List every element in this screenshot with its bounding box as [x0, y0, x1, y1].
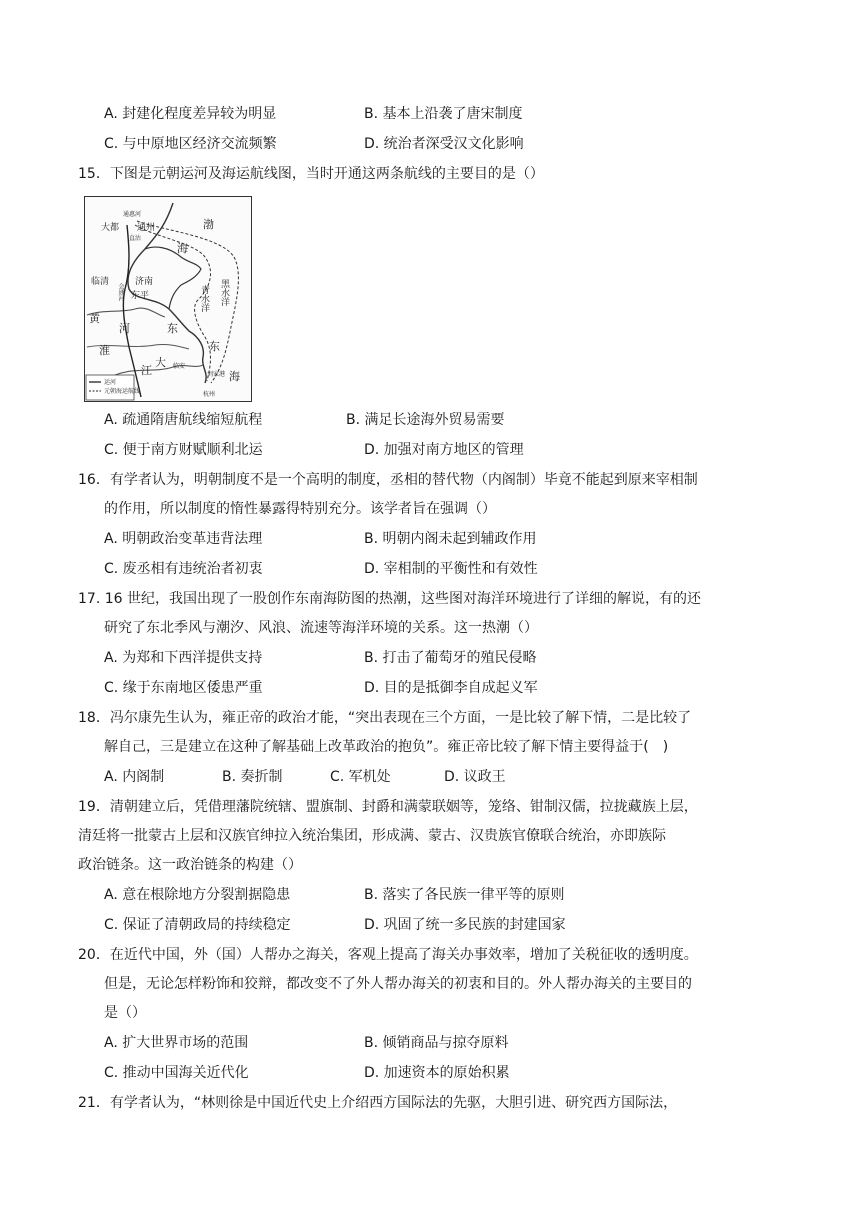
q16-option-b: B. 明朝内阁未起到辅政作用 [364, 531, 537, 547]
legend-canal: 运河 [104, 379, 117, 386]
legend-sea-route: 元朝海运航线 [104, 388, 141, 395]
label-lin-an: 临安 [173, 363, 186, 370]
q21-stem-line-1: 21．有学者认为，“林则徐是中国近代史上介绍西方国际法的先驱，大胆引进、研究西方国际法， [78, 1095, 678, 1111]
q14-option-a: A. 封建化程度差异较为明显 [104, 106, 277, 122]
q17-stem-line-1: 17. 16 世纪，我国出现了一股创作东南海防图的热潮，这些图对海洋环境进行了详细的解说，有的还 [78, 591, 701, 607]
label-heishui: 黑水洋 [219, 279, 229, 306]
yuan-canal-sea-route-map [84, 196, 252, 402]
label-dongping: 东平 [131, 291, 150, 301]
q16-option-d: D. 宰相制的平衡性和有效性 [364, 561, 538, 577]
q14-option-c: C. 与中原地区经济交流频繁 [104, 136, 277, 152]
label-he: 河 [119, 322, 130, 335]
label-dong2: 东 [209, 340, 220, 353]
q15-option-b: B. 满足长途海外贸易需要 [346, 412, 505, 428]
q16-stem-line-2: 的作用，所以制度的惰性暴露得特别充分。该学者旨在强调（） [104, 501, 496, 517]
label-qingshui: 青水洋 [199, 285, 209, 312]
label-tonghui: 通惠河 [123, 211, 142, 218]
label-jiang: 江 [141, 364, 152, 377]
q20-option-d: D. 加速资本的原始积累 [364, 1065, 510, 1081]
q18-option-a: A. 内阁制 [104, 769, 165, 785]
q19-option-d: D. 巩固了统一多民族的封建国家 [364, 917, 566, 933]
label-liujia: 刘家港 [207, 371, 226, 378]
q19-option-b: B. 落实了各民族一律平等的原则 [364, 887, 565, 903]
label-bo: 渤 [203, 218, 214, 231]
q19-option-a: A. 意在根除地方分裂割据隐患 [104, 887, 291, 903]
label-dong1: 东 [167, 322, 178, 335]
q17-stem-line-2: 研究了东北季风与潮汐、风浪、流速等海洋环境的关系。这一热潮（） [104, 620, 538, 636]
q20-stem-line-1: 20．在近代中国，外（国）人帮办之海关，客观上提高了海关办事效率，增加了关税征收的透明度。 [78, 947, 698, 963]
label-huang: 黄 [89, 312, 100, 325]
label-hai1: 海 [177, 242, 188, 255]
label-zhigu: 直沽 [129, 235, 142, 242]
q14-option-d: D. 统治者深受汉文化影响 [364, 136, 524, 152]
q20-option-a: A. 扩大世界市场的范围 [104, 1035, 249, 1051]
q15-option-a: A. 疏通隋唐航线缩短航程 [104, 412, 263, 428]
label-linqing: 临清 [91, 277, 110, 287]
q16-stem-line-1: 16．有学者认为，明朝制度不是一个高明的制度，丞相的替代物（内阁制）毕竟不能起到原来宰相制 [78, 472, 698, 488]
label-huai: 淮 [99, 344, 110, 357]
shandong-peninsula [145, 247, 201, 309]
q19-option-c: C. 保证了清朝政局的持续稳定 [104, 917, 291, 933]
q17-option-d: D. 目的是抵御李自成起义军 [364, 680, 538, 696]
label-jinan: 济南 [135, 277, 154, 287]
q16-option-a: A. 明朝政治变革违背法理 [104, 531, 263, 547]
label-dadu: 大都 [101, 223, 120, 233]
q17-option-b: B. 打击了葡萄牙的殖民侵略 [364, 650, 537, 666]
q15-option-c: C. 便于南方财赋顺利北运 [104, 442, 263, 458]
q18-option-c: C. 军机处 [330, 769, 391, 785]
q19-stem-line-2: 清廷将一批蒙古上层和汉族官绅拉入统治集团，形成满、蒙古、汉贵族官僚联合统治，亦即族际 [78, 828, 666, 844]
label-huicong: 会通河 [117, 283, 124, 301]
q18-option-b: B. 奏折制 [222, 769, 283, 785]
q20-stem-line-3: 是（） [104, 1005, 146, 1021]
q15-option-d: D. 加强对南方地区的管理 [364, 442, 524, 458]
q20-stem-line-2: 但是，无论怎样粉饰和狡辩，都改变不了外人帮办海关的初衷和目的。外人帮办海关的主要目的 [104, 976, 692, 992]
q18-option-d: D. 议政王 [444, 769, 506, 785]
q20-option-b: B. 倾销商品与掠夺原料 [364, 1035, 509, 1051]
q17-option-a: A. 为郑和下西洋提供支持 [104, 650, 263, 666]
q18-stem-line-2: 解自己，三是建立在这种了解基础上改革政治的抱负”。雍正帝比较了解下情主要得益于( ) [104, 739, 669, 755]
q18-stem-line-1: 18．冯尔康先生认为，雍正帝的政治才能，“突出表现在三个方面，一是比较了解下情，二是比较了 [78, 710, 692, 726]
label-hangzhou: 杭州 [203, 391, 216, 398]
label-da: 大 [155, 356, 166, 369]
q16-option-c: C. 废丞相有违统治者初衷 [104, 561, 263, 577]
q19-stem-line-1: 19．清朝建立后，凭借理藩院统辖、盟旗制、封爵和满蒙联姻等，笼络、钳制汉儒，拉拢藏族上层， [78, 799, 698, 815]
q15-stem: 15．下图是元朝运河及海运航线图，当时开通这两条航线的主要目的是（） [78, 166, 544, 182]
q17-option-c: C. 缘于东南地区倭患严重 [104, 680, 263, 696]
label-tongzhou: 通州 [137, 223, 156, 233]
q19-stem-line-3: 政治链条。这一政治链条的构建（） [78, 857, 302, 873]
q20-option-c: C. 推动中国海关近代化 [104, 1065, 249, 1081]
label-hai2: 海 [229, 370, 240, 383]
q14-option-b: B. 基本上沿袭了唐宋制度 [364, 106, 523, 122]
